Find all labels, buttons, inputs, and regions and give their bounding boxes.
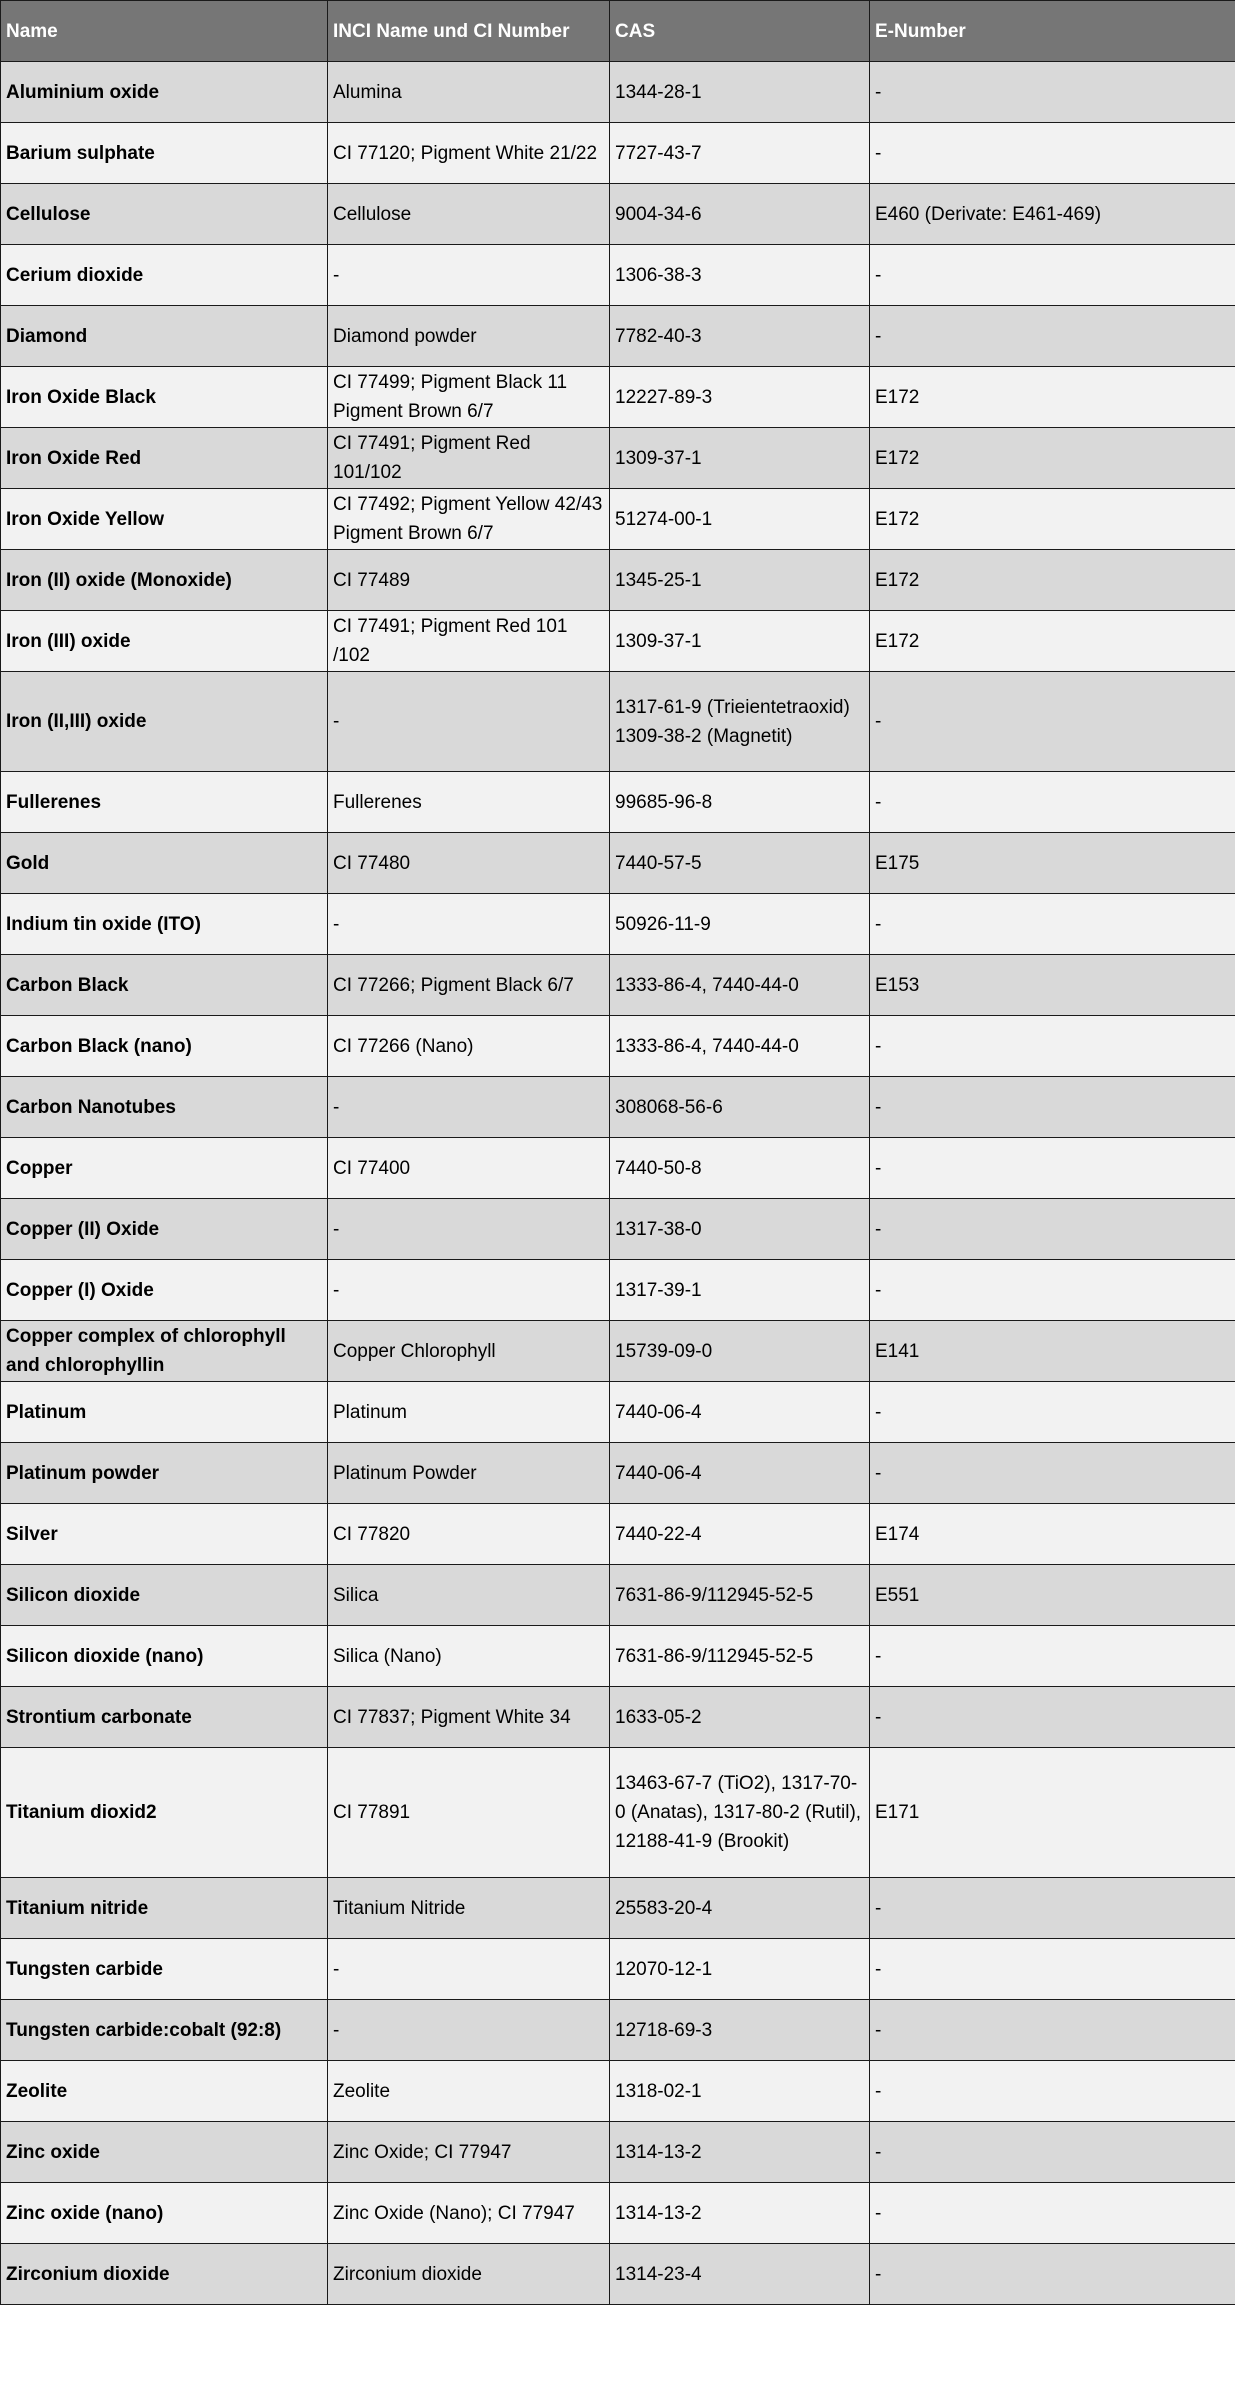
cell-inci: CI 77491; Pigment Red 101/102 (328, 428, 610, 489)
table-row (1, 833, 1235, 894)
table-row (1, 2244, 1235, 2305)
cell-cas: 7782-40-3 (610, 306, 870, 367)
table-body (1, 62, 1235, 2305)
cell-e-number: E172 (870, 611, 1235, 672)
cell-cas: 1317-39-1 (610, 1260, 870, 1321)
cell-name: Titanium nitride (1, 1878, 328, 1939)
cell-e-number: - (870, 2000, 1235, 2061)
cell-name: Copper (II) Oxide (1, 1199, 328, 1260)
cell-name: Copper (1, 1138, 328, 1199)
cell-name: Tungsten carbide (1, 1939, 328, 2000)
cell-cas: 1309-37-1 (610, 428, 870, 489)
cell-cas: 7727-43-7 (610, 123, 870, 184)
cell-e-number: - (870, 2183, 1235, 2244)
cell-e-number: E460 (Derivate: E461-469) (870, 184, 1235, 245)
cell-e-number: E174 (870, 1504, 1235, 1565)
cell-cas: 7440-50-8 (610, 1138, 870, 1199)
cell-inci: CI 77266 (Nano) (328, 1016, 610, 1077)
cell-inci: CI 77492; Pigment Yellow 42/43 Pigment Brown 6/7 (328, 489, 610, 550)
cell-cas: 308068-56-6 (610, 1077, 870, 1138)
header-row (1, 1, 1235, 62)
cell-e-number: - (870, 1687, 1235, 1748)
cell-e-number: - (870, 672, 1235, 772)
cell-cas: 7631-86-9/112945-52-5 (610, 1626, 870, 1687)
cell-inci: Diamond powder (328, 306, 610, 367)
table-row (1, 772, 1235, 833)
cell-inci: CI 77837; Pigment White 34 (328, 1687, 610, 1748)
cell-inci: - (328, 894, 610, 955)
table-row (1, 1687, 1235, 1748)
cell-name: Copper complex of chlorophyll and chlorophyllin (1, 1321, 328, 1382)
cell-cas: 1314-13-2 (610, 2183, 870, 2244)
cell-name: Iron Oxide Yellow (1, 489, 328, 550)
cell-inci: - (328, 2000, 610, 2061)
cell-cas: 12227-89-3 (610, 367, 870, 428)
cell-e-number: - (870, 1382, 1235, 1443)
cell-inci: CI 77489 (328, 550, 610, 611)
table-row (1, 1939, 1235, 2000)
cell-cas: 50926-11-9 (610, 894, 870, 955)
cell-name: Zirconium dioxide (1, 2244, 328, 2305)
table-row (1, 184, 1235, 245)
cell-name: Carbon Nanotubes (1, 1077, 328, 1138)
table-row (1, 1382, 1235, 1443)
cell-inci: Platinum (328, 1382, 610, 1443)
cell-cas: 7440-57-5 (610, 833, 870, 894)
header-name: Name (1, 1, 328, 62)
cell-inci: CI 77266; Pigment Black 6/7 (328, 955, 610, 1016)
table-row (1, 245, 1235, 306)
cell-inci: Zeolite (328, 2061, 610, 2122)
cell-name: Cerium dioxide (1, 245, 328, 306)
cell-e-number: - (870, 1878, 1235, 1939)
table-row (1, 428, 1235, 489)
table-row (1, 1748, 1235, 1878)
header-e-number: E-Number (870, 1, 1235, 62)
cell-name: Cellulose (1, 184, 328, 245)
cell-inci: CI 77491; Pigment Red 101 /102 (328, 611, 610, 672)
cell-e-number: E172 (870, 428, 1235, 489)
cell-name: Gold (1, 833, 328, 894)
cell-e-number: - (870, 2061, 1235, 2122)
cell-name: Carbon Black (nano) (1, 1016, 328, 1077)
table-row (1, 62, 1235, 123)
cell-cas: 7440-06-4 (610, 1443, 870, 1504)
cell-cas: 1317-61-9 (Trieientetraoxid) 1309-38-2 (Magnetit) (610, 672, 870, 772)
cell-name: Platinum (1, 1382, 328, 1443)
cell-e-number: - (870, 894, 1235, 955)
table-row (1, 123, 1235, 184)
cell-cas: 12718-69-3 (610, 2000, 870, 2061)
table-row (1, 2061, 1235, 2122)
cell-name: Iron (II,III) oxide (1, 672, 328, 772)
cell-inci: Platinum Powder (328, 1443, 610, 1504)
cell-name: Carbon Black (1, 955, 328, 1016)
cell-inci: Alumina (328, 62, 610, 123)
table-row (1, 489, 1235, 550)
cell-e-number: - (870, 1626, 1235, 1687)
cell-inci: - (328, 1260, 610, 1321)
cell-e-number: E551 (870, 1565, 1235, 1626)
cell-inci: CI 77820 (328, 1504, 610, 1565)
table-row (1, 1016, 1235, 1077)
cell-name: Silver (1, 1504, 328, 1565)
cell-name: Zinc oxide (nano) (1, 2183, 328, 2244)
cell-e-number: - (870, 1016, 1235, 1077)
cell-name: Iron Oxide Black (1, 367, 328, 428)
table-row (1, 672, 1235, 772)
cell-name: Iron (III) oxide (1, 611, 328, 672)
cell-inci: CI 77480 (328, 833, 610, 894)
cell-cas: 1344-28-1 (610, 62, 870, 123)
cell-inci: Zinc Oxide; CI 77947 (328, 2122, 610, 2183)
cell-name: Tungsten carbide:cobalt (92:8) (1, 2000, 328, 2061)
table-row (1, 367, 1235, 428)
cell-e-number: - (870, 1939, 1235, 2000)
cell-e-number: E175 (870, 833, 1235, 894)
cell-inci: CI 77499; Pigment Black 11 Pigment Brown 6/7 (328, 367, 610, 428)
table-row (1, 1260, 1235, 1321)
cell-name: Zinc oxide (1, 2122, 328, 2183)
cell-cas: 1314-23-4 (610, 2244, 870, 2305)
table-row (1, 1626, 1235, 1687)
cell-cas: 7631-86-9/112945-52-5 (610, 1565, 870, 1626)
cell-cas: 15739-09-0 (610, 1321, 870, 1382)
cell-cas: 12070-12-1 (610, 1939, 870, 2000)
cell-e-number: - (870, 1260, 1235, 1321)
cell-cas: 7440-06-4 (610, 1382, 870, 1443)
cell-inci: - (328, 1939, 610, 2000)
header-inci: INCI Name und CI Number (328, 1, 610, 62)
cell-e-number: E171 (870, 1748, 1235, 1878)
cell-inci: - (328, 1077, 610, 1138)
table-row (1, 2000, 1235, 2061)
cell-e-number: E153 (870, 955, 1235, 1016)
table-row (1, 1443, 1235, 1504)
table-row (1, 306, 1235, 367)
table-row (1, 1878, 1235, 1939)
cell-inci: - (328, 672, 610, 772)
cell-name: Zeolite (1, 2061, 328, 2122)
cell-inci: Fullerenes (328, 772, 610, 833)
table-row (1, 1565, 1235, 1626)
cell-inci: Cellulose (328, 184, 610, 245)
cell-cas: 1317-38-0 (610, 1199, 870, 1260)
cell-e-number: - (870, 772, 1235, 833)
cell-name: Platinum powder (1, 1443, 328, 1504)
cell-name: Titanium dioxid2 (1, 1748, 328, 1878)
cell-inci: - (328, 1199, 610, 1260)
table-row (1, 2183, 1235, 2244)
cell-cas: 1333-86-4, 7440-44-0 (610, 955, 870, 1016)
cell-cas: 1309-37-1 (610, 611, 870, 672)
table-row (1, 1077, 1235, 1138)
cell-e-number: - (870, 1077, 1235, 1138)
cell-cas: 1306-38-3 (610, 245, 870, 306)
cell-inci: Copper Chlorophyll (328, 1321, 610, 1382)
cell-e-number: E172 (870, 489, 1235, 550)
cell-e-number: - (870, 123, 1235, 184)
cell-name: Diamond (1, 306, 328, 367)
cell-e-number: - (870, 1443, 1235, 1504)
cell-inci: CI 77891 (328, 1748, 610, 1878)
cell-name: Iron Oxide Red (1, 428, 328, 489)
cell-name: Iron (II) oxide (Monoxide) (1, 550, 328, 611)
cell-e-number: - (870, 1138, 1235, 1199)
cell-inci: Zinc Oxide (Nano); CI 77947 (328, 2183, 610, 2244)
cell-cas: 1633-05-2 (610, 1687, 870, 1748)
cell-e-number: - (870, 62, 1235, 123)
table-row (1, 1321, 1235, 1382)
cell-name: Silicon dioxide (1, 1565, 328, 1626)
cell-cas: 13463-67-7 (TiO2), 1317-70-0 (Anatas), 1317-80-2 (Rutil), 12188-41-9 (Brookit) (610, 1748, 870, 1878)
table-row (1, 611, 1235, 672)
cell-inci: CI 77120; Pigment White 21/22 (328, 123, 610, 184)
cell-name: Barium sulphate (1, 123, 328, 184)
cell-inci: Titanium Nitride (328, 1878, 610, 1939)
table-row (1, 1504, 1235, 1565)
cell-inci: - (328, 245, 610, 306)
header-cas: CAS (610, 1, 870, 62)
cell-e-number: E141 (870, 1321, 1235, 1382)
table-row (1, 1138, 1235, 1199)
cell-name: Strontium carbonate (1, 1687, 328, 1748)
cell-e-number: - (870, 306, 1235, 367)
cell-name: Copper (I) Oxide (1, 1260, 328, 1321)
cell-name: Aluminium oxide (1, 62, 328, 123)
cell-cas: 9004-34-6 (610, 184, 870, 245)
cell-e-number: E172 (870, 367, 1235, 428)
cell-e-number: - (870, 1199, 1235, 1260)
cell-name: Silicon dioxide (nano) (1, 1626, 328, 1687)
cell-inci: Silica (Nano) (328, 1626, 610, 1687)
cell-inci: CI 77400 (328, 1138, 610, 1199)
cell-cas: 1345-25-1 (610, 550, 870, 611)
cell-cas: 1314-13-2 (610, 2122, 870, 2183)
cell-inci: Silica (328, 1565, 610, 1626)
cell-e-number: - (870, 245, 1235, 306)
cell-e-number: - (870, 2244, 1235, 2305)
cell-cas: 1333-86-4, 7440-44-0 (610, 1016, 870, 1077)
table-row (1, 894, 1235, 955)
cell-cas: 7440-22-4 (610, 1504, 870, 1565)
cell-name: Fullerenes (1, 772, 328, 833)
table-row (1, 2122, 1235, 2183)
cell-cas: 25583-20-4 (610, 1878, 870, 1939)
cell-e-number: E172 (870, 550, 1235, 611)
cell-e-number: - (870, 2122, 1235, 2183)
cell-cas: 99685-96-8 (610, 772, 870, 833)
table-row (1, 955, 1235, 1016)
cell-cas: 51274-00-1 (610, 489, 870, 550)
cell-cas: 1318-02-1 (610, 2061, 870, 2122)
table-row (1, 550, 1235, 611)
cell-name: Indium tin oxide (ITO) (1, 894, 328, 955)
cell-inci: Zirconium dioxide (328, 2244, 610, 2305)
table-row (1, 1199, 1235, 1260)
